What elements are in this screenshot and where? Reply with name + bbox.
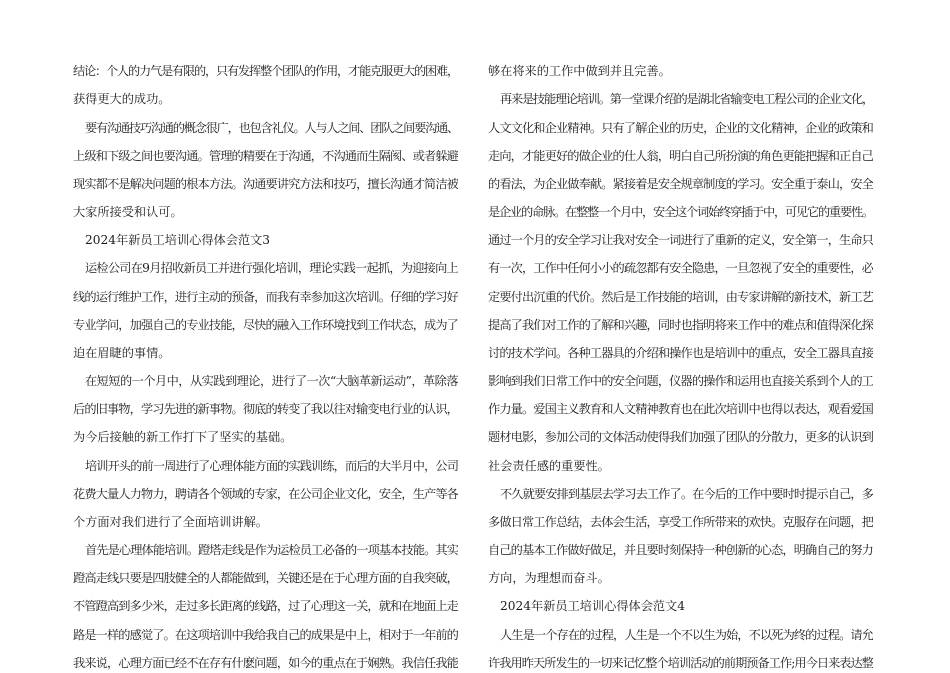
section-heading: 2024年新员工培训心得体会范文4 xyxy=(500,599,686,613)
text-line: 讨的技术学问。各种工器具的介绍和操作也是培训中的重点，安全工器具直接 xyxy=(488,346,873,360)
text-line: 花费大量人力物力，聘请各个领域的专家，在公司企业文化，安全，生产等各 xyxy=(73,487,458,501)
text-line: 迫在眉睫的事情。 xyxy=(73,346,171,360)
text-line: 我来说，心理方面已经不在存有什麽问题，如今的重点在于娴熟。我信任我能 xyxy=(73,656,458,670)
text-line: 上级和下级之间也要沟通。管理的精要在于沟通，不沟通而生隔阂、或者躲避 xyxy=(73,149,458,163)
text-line: 不管蹬高到多少米，走过多长距离的线路，过了心理这一关，就和在地面上走 xyxy=(73,599,458,613)
text-line: 线的运行维护工作，进行主动的预备，而我有幸参加这次培训。仔细的学习好 xyxy=(73,290,458,304)
text-line: 运检公司在9月招收新员工并进行强化培训，理论实践一起抓，为迎接向上 xyxy=(85,261,458,275)
text-line: 不久就要安排到基层去学习去工作了。在今后的工作中要时时提示自己，多 xyxy=(500,487,873,501)
text-line: 蹬高走线只要是四肢健全的人都能做到，关键还是在于心理方面的自我突破， xyxy=(73,571,458,585)
text-line: 题材电影，参加公司的文体活动使得我们加强了团队的分散力，更多的认识到 xyxy=(488,430,873,444)
text-line: 有一次，工作中任何小小的疏忽都有安全隐患，一旦忽视了安全的重要性，必 xyxy=(488,261,873,275)
text-line: 再来是技能理论培训。第一堂课介绍的是湖北省输变电工程公司的企业文化， xyxy=(500,92,873,106)
text-line: 为今后接触的新工作打下了坚实的基础。 xyxy=(73,430,293,444)
section-heading: 2024年新员工培训心得体会范文3 xyxy=(85,233,271,247)
text-line: 方向，为理想而奋斗。 xyxy=(488,571,610,585)
text-line: 首先是心理体能培训。蹬塔走线是作为运检员工必备的一项基本技能。其实 xyxy=(85,543,458,557)
text-line: 人文文化和企业精神。只有了解企业的历史，企业的文化精神，企业的政策和 xyxy=(488,121,873,135)
text-line: 够在将来的工作中做到并且完善。 xyxy=(488,64,671,78)
text-line: 在短短的一个月中，从实践到理论，进行了一次“大脑革新运动”，革除落 xyxy=(85,374,458,388)
text-line: 路是一样的感觉了。在这项培训中我给我自己的成果是中上，相对于一年前的 xyxy=(73,628,458,642)
text-line: 社会责任感的重要性。 xyxy=(488,459,610,473)
text-line: 走向，才能更好的做企业的仕人翁，明白自己所扮演的角色更能把握和正自己 xyxy=(488,149,873,163)
text-line: 专业学问，加强自己的专业技能，尽快的融入工作环境找到工作状态，成为了 xyxy=(73,318,458,332)
text-line: 培训开头的前一周进行了心理体能方面的实践训练，而后的大半月中，公司 xyxy=(85,459,458,473)
text-line: 提高了我们对工作的了解和兴趣，同时也指明将来工作中的难点和值得深化探 xyxy=(488,318,873,332)
text-line: 的看法，为企业做奉献。紧接着是安全规章制度的学习。安全重于泰山，安全 xyxy=(488,177,873,191)
text-line: 后的旧事物，学习先进的新事物。彻底的转变了我以往对输变电行业的认识， xyxy=(73,402,458,416)
text-line: 影响到我们日常工作中的安全问题，仪器的操作和运用也直接关系到个人的工 xyxy=(488,374,873,388)
text-line: 通过一个月的安全学习让我对安全一词进行了重新的定义，安全第一，生命只 xyxy=(488,233,873,247)
text-line: 是企业的命脉。在整整一个月中，安全这个词始终穿插于中，可见它的重要性。 xyxy=(488,205,873,219)
text-line: 人生是一个存在的过程，人生是一个不以生为始，不以死为终的过程。请允 xyxy=(500,628,873,642)
text-line: 现实都不是解决问题的根本方法。沟通要讲究方法和技巧，擅长沟通才简洁被 xyxy=(73,177,458,191)
text-line: 定要付出沉重的代价。然后是工作技能的培训，由专家讲解的新技术，新工艺 xyxy=(488,290,873,304)
text-line: 作力量。爱国主义教育和人文精神教育也在此次培训中也得以表达，观看爱国 xyxy=(488,402,873,416)
text-line: 大家所接受和认可。 xyxy=(73,205,183,219)
text-line: 获得更大的成功。 xyxy=(73,92,171,106)
text-line: 要有沟通技巧沟通的概念很广，也包含礼仪。人与人之间、团队之间要沟通、 xyxy=(85,121,458,135)
text-line: 多做日常工作总结，去体会生活，享受工作所带来的欢快。克服存在问题，把 xyxy=(488,515,873,529)
text-line: 自己的基本工作做好做足，并且要时刻保持一种创新的心态，明确自己的努力 xyxy=(488,543,873,557)
text-line: 个方面对我们进行了全面培训讲解。 xyxy=(73,515,268,529)
text-line: 结论：个人的力气是有限的，只有发挥整个团队的作用，才能克服更大的困难， xyxy=(73,64,458,78)
text-line: 许我用昨天所发生的一切来记忆整个培训活动的前期预备工作;用今日来表达整 xyxy=(488,656,873,670)
